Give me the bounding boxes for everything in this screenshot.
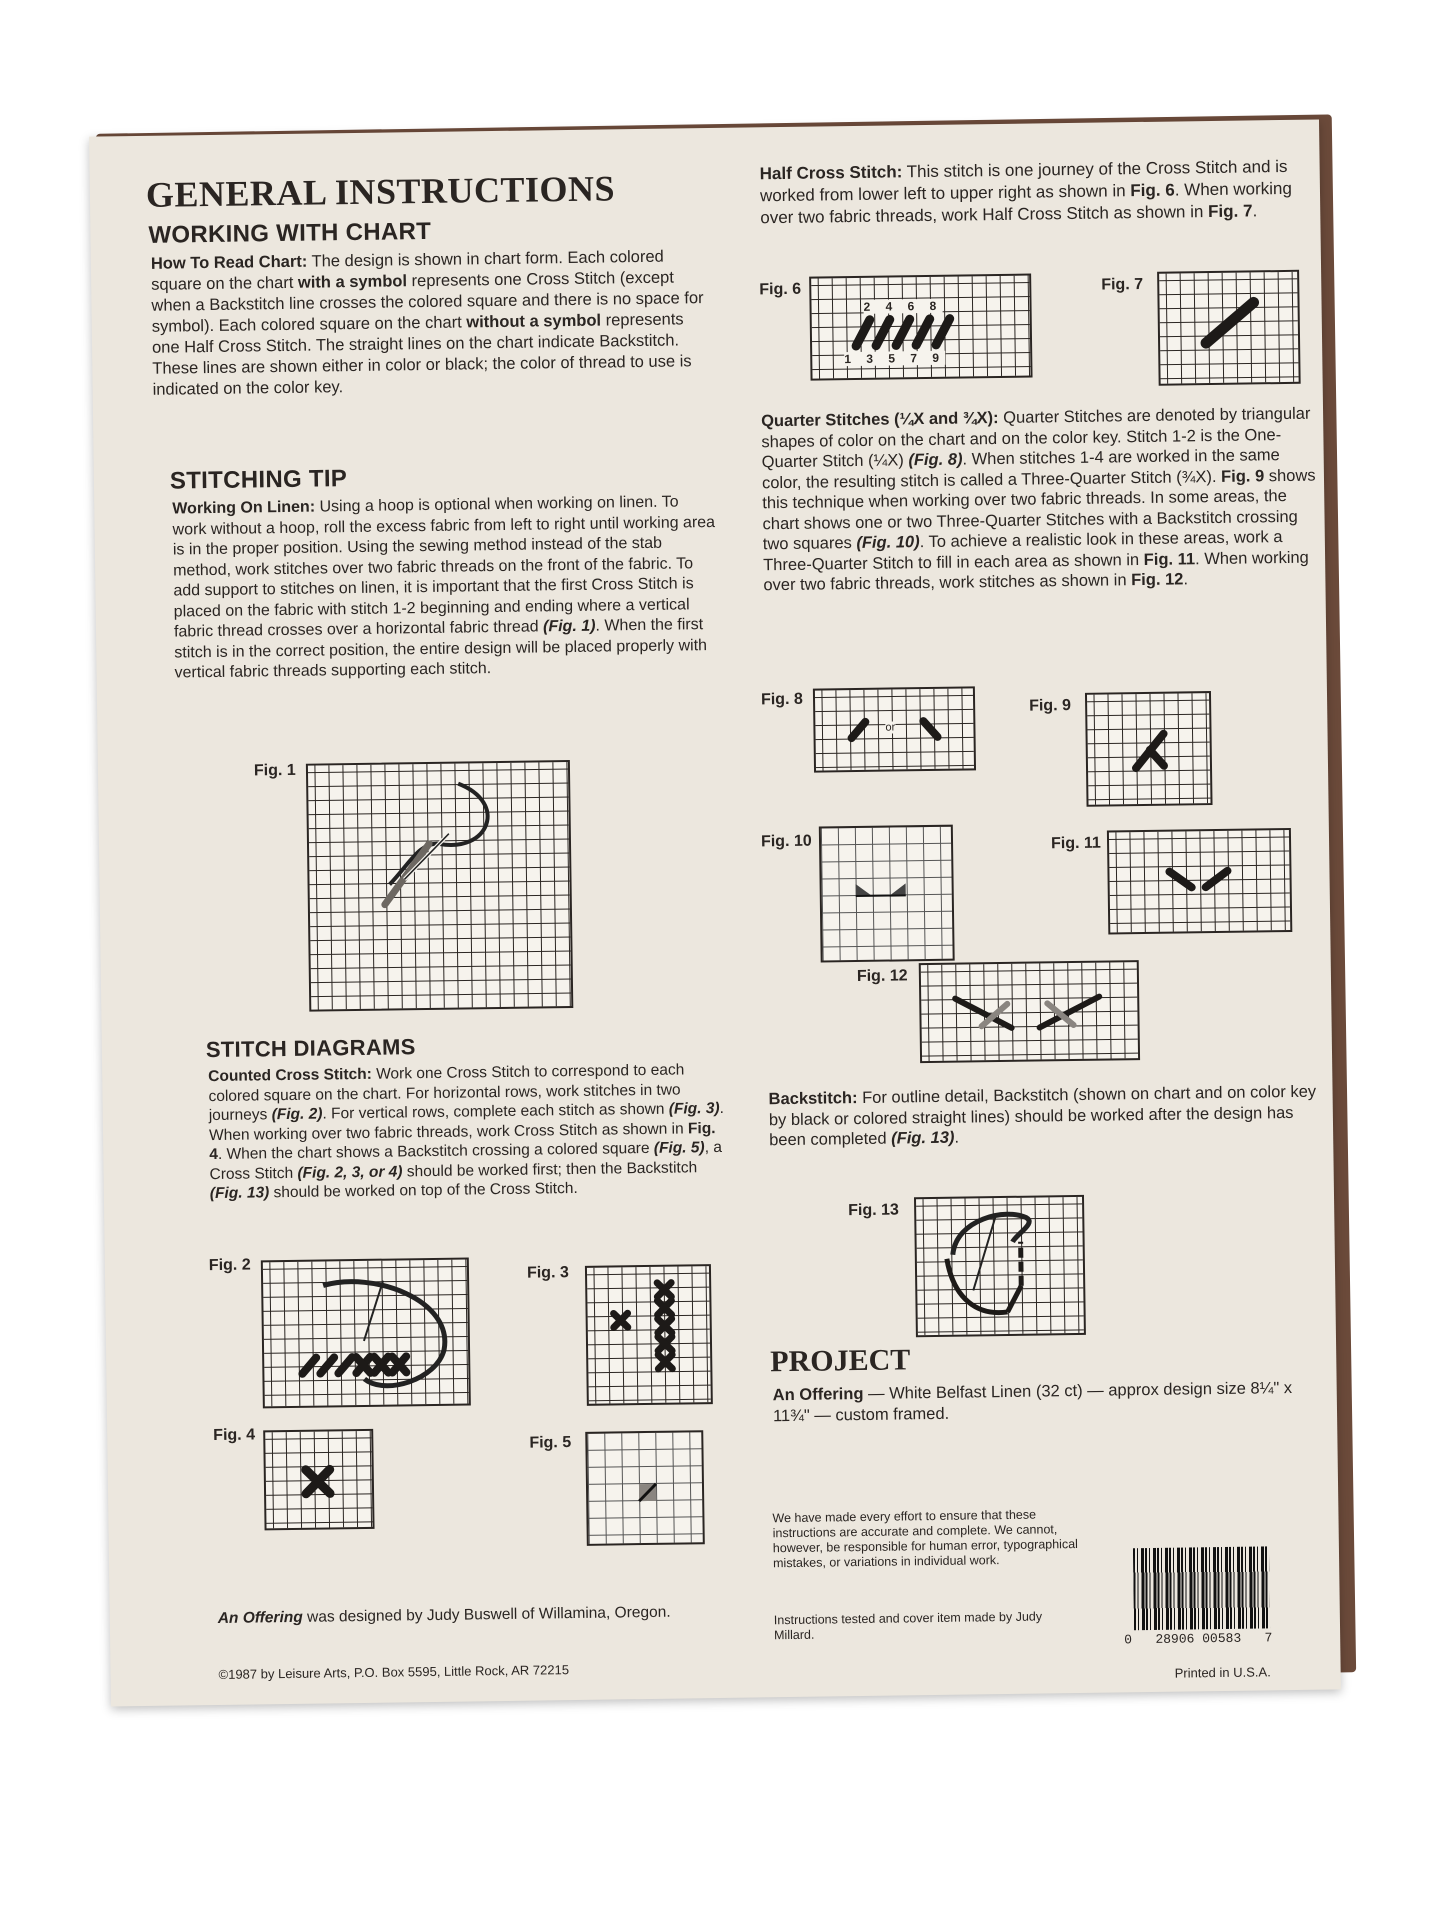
fig9-label: Fig. 9 <box>1029 697 1072 715</box>
counted-ref-6: (Fig. 13) <box>209 1184 270 1203</box>
instruction-page <box>89 119 1341 1706</box>
linen-paragraph <box>172 492 719 684</box>
counted-ref-4: (Fig. 5) <box>653 1139 705 1157</box>
fig2-label: Fig. 2 <box>208 1256 251 1275</box>
linen-ref: (Fig. 1) <box>542 617 596 636</box>
counted-cross-stitch-paragraph <box>208 1060 730 1204</box>
read-chart-paragraph <box>151 246 713 401</box>
counted-text-5: , a Cross Stitch <box>209 1138 723 1183</box>
fig8-or-text: or <box>885 721 896 734</box>
counted-ref-2: (Fig. 3) <box>668 1099 720 1118</box>
fig13-label: Fig. 13 <box>848 1201 899 1220</box>
quarter-text-6: . <box>1183 570 1189 589</box>
quarter-stitches-paragraph <box>761 404 1320 596</box>
quarter-text-1: Quarter Stitches are denoted by triangular shapes of color on the chart and on the color key. Stitch 1-2 is the One-Quarter Stitch (¼X) <box>761 404 1311 472</box>
quarter-text-4: . To achieve a realistic look in these areas, work a Three-Quarter Stitch to fill in each area as shown in <box>763 528 1283 574</box>
quarter-lead: Quarter Stitches (¼X and ¾X): <box>761 408 999 431</box>
fig8-label: Fig. 8 <box>760 690 803 709</box>
fig1-weave-grid <box>306 760 573 1012</box>
fig4-stitch <box>265 1431 372 1528</box>
fig7-label: Fig. 7 <box>1101 275 1144 294</box>
counted-ref-3: Fig. 4 <box>209 1119 716 1164</box>
counted-text-7: should be worked on top of the Cross Stitch. <box>269 1179 578 1202</box>
credit-design-name: An Offering <box>217 1608 303 1628</box>
designer-credit <box>218 1602 718 1628</box>
section-working-with-chart: WORKING WITH CHART <box>148 217 432 249</box>
project-text: — White Belfast Linen (32 ct) — approx design size 8¼" x 11¾" — custom framed. <box>772 1378 1293 1426</box>
fig12-weave-grid <box>919 960 1140 1063</box>
fig11-stitches <box>1109 830 1290 933</box>
half-lead: Half Cross Stitch: <box>759 162 903 184</box>
fig3-label: Fig. 3 <box>526 1264 569 1282</box>
read-chart-text-3: represents one Half Cross Stitch. The straight lines on the chart indicate Backstitch. These lines are shown either in color or black; the color of thread to use is indicated on the color key. <box>151 310 692 399</box>
fig6-weave-grid <box>809 274 1032 381</box>
counted-text-1: Work one Cross Stitch to correspond to each colored square on the chart. For horizontal rows, work stitches in two journeys <box>208 1061 685 1125</box>
half-cross-stitch-paragraph <box>760 156 1311 230</box>
read-chart-text-1: The design is shown in chart form. Each colored square on the chart <box>151 247 664 294</box>
fig1-needle-thread <box>308 762 571 1010</box>
fig1-label: Fig. 1 <box>253 761 296 780</box>
quarter-ref-5: Fig. 12 <box>1131 570 1184 590</box>
fig7-stitch <box>1159 272 1299 384</box>
fig10-chart-grid <box>819 825 955 963</box>
section-stitch-diagrams: STITCH DIAGRAMS <box>205 1034 416 1063</box>
read-chart-bold-2: without a symbol <box>466 311 602 332</box>
project-name: An Offering <box>772 1384 864 1405</box>
fig11-weave-grid <box>1107 828 1292 935</box>
quarter-ref-3: (Fig. 10) <box>856 533 920 552</box>
counted-ref-5: (Fig. 2, 3, or 4) <box>297 1162 403 1182</box>
linen-text-2: . When the first stitch is in the correct position, the entire design will be placed properly with vertical fabric threads supporting each stitch. <box>174 616 708 682</box>
fig7-weave-grid <box>1157 270 1301 386</box>
tested-by-text: Instructions tested and cover item made by Judy Millard. <box>773 1609 1043 1643</box>
backstitch-paragraph <box>768 1082 1325 1151</box>
project-heading: PROJECT <box>770 1343 911 1379</box>
fig12-stitches <box>921 962 1138 1061</box>
quarter-ref-4: Fig. 11 <box>1143 549 1196 569</box>
counted-text-3: . When working over two fabric threads, work Cross Stitch as shown in <box>208 1099 725 1144</box>
section-stitching-tip: STITCHING TIP <box>169 465 348 495</box>
fig2-weave-grid <box>261 1257 471 1408</box>
printed-in-usa: Printed in U.S.A. <box>1174 1664 1271 1681</box>
fig4-weave-grid <box>263 1429 374 1531</box>
half-ref-1: Fig. 6 <box>1130 180 1175 201</box>
fig9-weave-grid <box>1085 691 1213 807</box>
counted-lead: Counted Cross Stitch: <box>208 1065 372 1086</box>
half-ref-2: Fig. 7 <box>1207 201 1253 222</box>
backstitch-lead: Backstitch: <box>768 1089 858 1109</box>
fig5-backstitch <box>587 1432 703 1544</box>
counted-text-4: . When the chart shows a Backstitch crossing a colored square <box>217 1139 654 1163</box>
disclaimer-text: We have made every effort to ensure that these instructions are accurate and complete. We cannot, however, be responsible for human error, typographical mistakes, or variations in individual work. <box>772 1507 1078 1571</box>
half-text-3: . <box>1252 201 1258 221</box>
read-chart-bold-1: with a symbol <box>297 272 408 292</box>
quarter-text-2: . When stitches 1-4 are worked in the same color, the resulting stitch is called a Three-Quarter Stitch (¾X). <box>761 446 1280 492</box>
quarter-text-3: shows this technique when working over two fabric threads. In some areas, the chart shows one or two Three-Quarter Stitches with a Backstitch crossing two squares <box>762 466 1316 554</box>
fig2-stitches <box>263 1259 469 1406</box>
fig3-stitches <box>587 1266 711 1404</box>
read-chart-text-2: represents one Cross Stitch (except when a Backstitch line crosses the colored square and there is no space for symbol). Each colored square on the chart <box>151 268 704 336</box>
barcode-icon <box>1133 1546 1270 1630</box>
fig6-label: Fig. 6 <box>759 280 802 299</box>
fig10-label: Fig. 10 <box>760 832 812 851</box>
half-text-1: This stitch is one journey of the Cross Stitch and is worked from lower left to upper right as shown in <box>759 156 1288 206</box>
counted-ref-1: (Fig. 2) <box>271 1105 323 1124</box>
backstitch-text-1: For outline detail, Backstitch (shown on chart and on color key by black or colored straight lines) should be worked after the design has been completed <box>768 1082 1317 1150</box>
counted-text-2: . For vertical rows, complete each stitch as shown <box>322 1100 669 1123</box>
barcode-number: 0 28906 00583 7 <box>1124 1630 1273 1648</box>
fig8-weave-grid <box>813 686 976 772</box>
fig10-quarter-shapes <box>821 827 953 961</box>
quarter-ref-2: Fig. 9 <box>1220 466 1265 486</box>
fig11-label: Fig. 11 <box>1050 834 1101 853</box>
fig13-backstitch <box>916 1197 1084 1335</box>
backstitch-text-2: . <box>954 1128 960 1147</box>
read-chart-lead: How To Read Chart: <box>150 252 308 273</box>
fig5-label: Fig. 5 <box>529 1434 572 1452</box>
fig9-stitches <box>1087 693 1211 805</box>
linen-lead: Working On Linen: <box>172 498 316 518</box>
fig5-chart-grid <box>585 1430 705 1546</box>
copyright-line: ©1987 by Leisure Arts, P.O. Box 5595, Little Rock, AR 72215 <box>218 1662 570 1683</box>
fig4-label: Fig. 4 <box>213 1426 256 1445</box>
fig13-weave-grid <box>914 1195 1086 1337</box>
fig6-top-numbers: 2 4 6 8 <box>863 298 943 314</box>
project-description <box>773 1378 1314 1428</box>
fig6-bottom-numbers: 1 3 5 7 9 <box>844 350 946 367</box>
counted-text-6: should be worked first; then the Backstitch <box>402 1158 698 1180</box>
credit-text: was designed by Judy Buswell of Willamina, Oregon. <box>302 1603 671 1626</box>
linen-text-1: Using a hoop is optional when working on linen. To work without a hoop, roll the excess fabric from left to right until working area is in the proper position. Using the sewing method instead of the stab method, work stitches over two fabric threads on the front of the fabric. To add support to stitches on linen, it is important that the first Cross Stitch is placed on the fabric with stitch 1-2 beginning and ending where a vertical fabric thread crosses over a horizontal fabric thread <box>172 493 716 641</box>
page-title: GENERAL INSTRUCTIONS <box>145 168 616 215</box>
half-text-2: . When working over two fabric threads, work Half Cross Stitch as shown in <box>760 178 1293 228</box>
backstitch-ref-1: (Fig. 13) <box>891 1128 955 1148</box>
quarter-ref-1: (Fig. 8) <box>908 450 963 470</box>
quarter-text-5: . When working over two fabric threads, work stitches as shown in <box>763 548 1309 595</box>
fig3-weave-grid <box>585 1264 713 1406</box>
fig12-label: Fig. 12 <box>856 967 908 986</box>
